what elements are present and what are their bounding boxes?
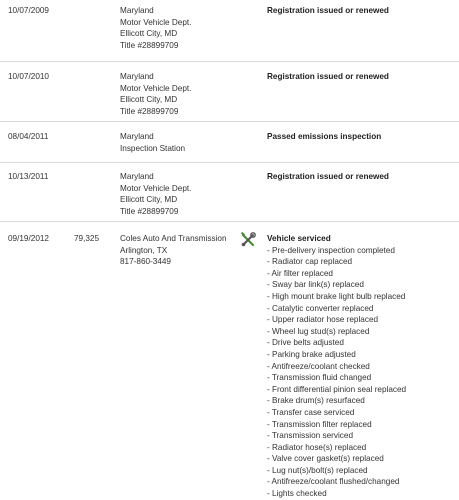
record-source	[120, 171, 191, 217]
service-item: - Antifreeze/coolant checked	[267, 361, 370, 371]
service-item: - Lights checked	[267, 489, 327, 499]
service-item: - Catalytic converter replaced	[267, 303, 374, 313]
service-item: - Transmission fluid changed	[267, 373, 372, 383]
service-item: - Pre-delivery inspection completed	[267, 245, 395, 255]
service-item: - Transfer case serviced	[267, 407, 355, 417]
source-line: Title #28899709	[120, 40, 179, 50]
source-line: Title #28899709	[120, 106, 179, 116]
service-item: - Antifreeze/coolant flushed/changed	[267, 477, 400, 487]
record-title: Registration issued or renewed	[267, 172, 389, 181]
source-line: 817-860-3449	[120, 257, 171, 267]
record-title: Passed emissions inspection	[267, 132, 382, 141]
service-item: - Transmission filter replaced	[267, 419, 372, 429]
record-date: 10/07/2009	[8, 6, 49, 15]
source-line: Ellicott City, MD	[120, 29, 178, 39]
source-line: Motor Vehicle Dept.	[120, 83, 192, 93]
service-item: - Valve cover gasket(s) replaced	[267, 454, 384, 464]
record-title: Registration issued or renewed	[267, 6, 389, 15]
service-item: - Air filter replaced	[267, 268, 333, 278]
record-source	[120, 5, 191, 51]
record-details	[267, 233, 406, 500]
service-item: - Radiator hose(s) replaced	[267, 442, 367, 452]
service-item: - Radiator cap replaced	[267, 257, 353, 267]
source-line: Inspection Station	[120, 143, 186, 153]
source-line: Ellicott City, MD	[120, 195, 178, 205]
source-line: Motor Vehicle Dept.	[120, 183, 192, 193]
record-details	[267, 71, 389, 83]
source-line: Arlington, TX	[120, 245, 168, 255]
record-details	[267, 171, 389, 183]
service-item: - Drive belts adjusted	[267, 338, 344, 348]
source-line: Maryland	[120, 6, 154, 15]
service-item: - Sway bar link(s) replaced	[267, 280, 364, 290]
history-record	[0, 222, 459, 500]
record-date: 10/13/2011	[8, 172, 49, 181]
record-source	[120, 233, 227, 268]
record-date: 10/07/2010	[8, 72, 49, 81]
source-line: Maryland	[120, 172, 154, 181]
record-title: Vehicle serviced	[267, 234, 331, 243]
service-item: - Lug nut(s)/bolt(s) replaced	[267, 465, 368, 475]
source-line: Title #28899709	[120, 206, 179, 216]
service-item: - Transmission serviced	[267, 431, 353, 441]
service-item: - High mount brake light bulb replaced	[267, 291, 406, 301]
service-item: - Wheel lug stud(s) replaced	[267, 326, 370, 336]
record-date: 09/19/2012	[8, 234, 49, 243]
record-odometer: 79,325	[74, 234, 100, 243]
service-item: - Parking brake adjusted	[267, 349, 356, 359]
history-record	[0, 62, 459, 122]
service-item: - Brake drum(s) resurfaced	[267, 396, 365, 406]
wrench-screwdriver-icon	[240, 232, 256, 248]
service-item: - Front differential pinion seal replaced	[267, 384, 407, 394]
record-source	[120, 71, 191, 117]
record-details	[267, 131, 381, 143]
record-date: 08/04/2011	[8, 132, 49, 141]
record-title: Registration issued or renewed	[267, 72, 389, 81]
record-source	[120, 131, 185, 154]
history-record	[0, 122, 459, 163]
source-line: Coles Auto And Transmission	[120, 234, 227, 243]
history-record	[0, 0, 459, 62]
source-line: Motor Vehicle Dept.	[120, 17, 192, 27]
record-details	[267, 5, 389, 17]
service-item: - Upper radiator hose replaced	[267, 315, 379, 325]
history-record	[0, 163, 459, 222]
source-line: Maryland	[120, 132, 154, 141]
source-line: Maryland	[120, 72, 154, 81]
source-line: Ellicott City, MD	[120, 95, 178, 105]
